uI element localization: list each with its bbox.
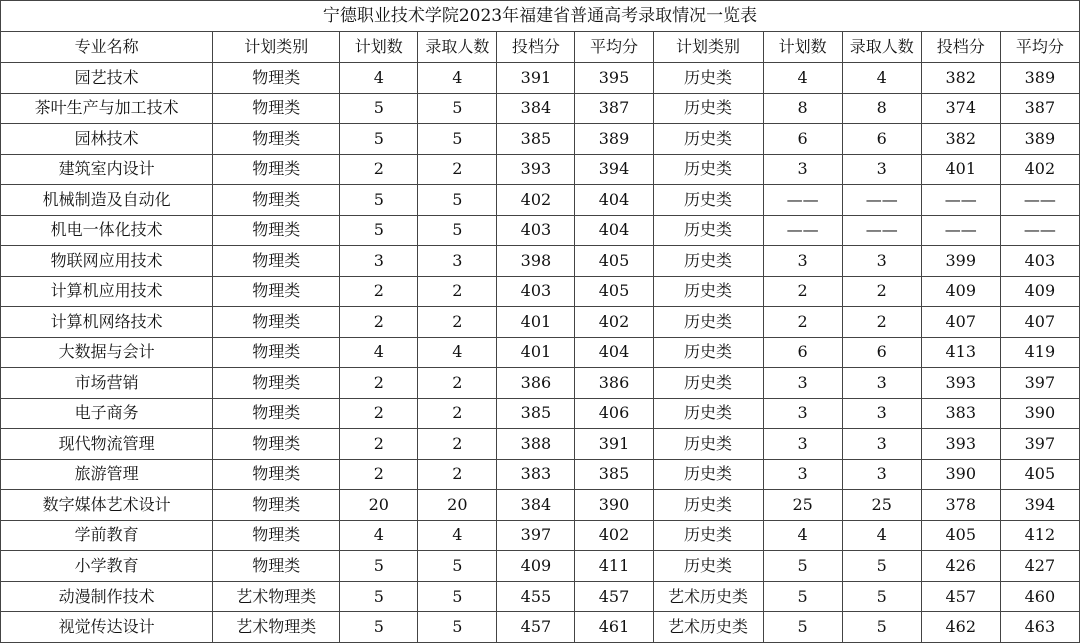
major-name-header: 专业名称 — [1, 32, 213, 63]
average-score-cell-2: 397 — [1000, 368, 1079, 399]
admitted-count-cell: 2 — [418, 368, 497, 399]
plan-category-cell: 物理类 — [213, 307, 340, 338]
admitted-count-cell-2: 4 — [842, 63, 921, 94]
table-row — [1, 307, 1080, 338]
plan-count-cell: 4 — [340, 520, 418, 551]
plan-count-cell-2: 5 — [763, 581, 842, 612]
plan-category-cell-2: 历史类 — [653, 93, 763, 124]
plan-category-cell: 艺术物理类 — [213, 612, 340, 643]
cutoff-score-cell-2: 393 — [921, 429, 1000, 460]
average-score-cell: 405 — [575, 276, 653, 307]
admitted-count-cell: 2 — [418, 276, 497, 307]
average-score-cell-2: —— — [1000, 185, 1079, 216]
plan-category-cell-2: 历史类 — [653, 215, 763, 246]
plan-category-cell: 物理类 — [213, 398, 340, 429]
plan-category-cell: 物理类 — [213, 246, 340, 277]
cutoff-score-cell: 397 — [497, 520, 575, 551]
table-row — [1, 276, 1080, 307]
admitted-count-cell-2: 5 — [842, 551, 921, 582]
plan-category-cell: 物理类 — [213, 459, 340, 490]
cutoff-score-cell-2: 405 — [921, 520, 1000, 551]
plan-count-cell-2: 3 — [763, 429, 842, 460]
admitted-count-cell-2: 3 — [842, 246, 921, 277]
table-row — [1, 398, 1080, 429]
average-score-cell: 387 — [575, 93, 653, 124]
plan-category-cell: 物理类 — [213, 185, 340, 216]
plan-count-cell-2: 25 — [763, 490, 842, 521]
average-score-cell: 389 — [575, 124, 653, 155]
cutoff-score-cell-2: 399 — [921, 246, 1000, 277]
average-score-cell-2: 394 — [1000, 490, 1079, 521]
admitted-count-cell: 5 — [418, 93, 497, 124]
average-score-cell: 385 — [575, 459, 653, 490]
average-score-cell: 411 — [575, 551, 653, 582]
plan-count-cell-2: 5 — [763, 551, 842, 582]
average-score-cell: 457 — [575, 581, 653, 612]
plan-category-cell: 物理类 — [213, 337, 340, 368]
major-name-cell: 动漫制作技术 — [1, 581, 213, 612]
plan-count-cell: 5 — [340, 551, 418, 582]
cutoff-score-cell: 384 — [497, 490, 575, 521]
admitted-count-cell: 5 — [418, 612, 497, 643]
major-name-cell: 现代物流管理 — [1, 429, 213, 460]
plan-count-cell: 5 — [340, 185, 418, 216]
average-score-cell-2: 463 — [1000, 612, 1079, 643]
average-score-cell-2: —— — [1000, 215, 1079, 246]
major-name-cell: 市场营销 — [1, 368, 213, 399]
table-row — [1, 185, 1080, 216]
cutoff-score-cell: 403 — [497, 276, 575, 307]
average-score-cell: 404 — [575, 215, 653, 246]
plan-category-header-2: 计划类别 — [653, 32, 763, 63]
table-row — [1, 612, 1080, 643]
average-score-cell: 404 — [575, 337, 653, 368]
admitted-count-cell: 5 — [418, 581, 497, 612]
major-name-cell: 小学教育 — [1, 551, 213, 582]
cutoff-score-cell-2: 457 — [921, 581, 1000, 612]
plan-category-cell: 物理类 — [213, 124, 340, 155]
admitted-count-cell-2: 5 — [842, 612, 921, 643]
header-row — [1, 32, 1080, 63]
average-score-cell-2: 409 — [1000, 276, 1079, 307]
cutoff-score-cell-2: 407 — [921, 307, 1000, 338]
admitted-count-header: 录取人数 — [418, 32, 497, 63]
cutoff-score-cell-2: 374 — [921, 93, 1000, 124]
average-score-cell: 395 — [575, 63, 653, 94]
plan-count-cell: 2 — [340, 398, 418, 429]
table-title: 宁德职业技术学院2023年福建省普通高考录取情况一览表 — [1, 1, 1080, 32]
plan-count-header: 计划数 — [340, 32, 418, 63]
plan-count-cell-2: 8 — [763, 93, 842, 124]
average-score-cell: 402 — [575, 520, 653, 551]
average-score-cell-2: 403 — [1000, 246, 1079, 277]
admitted-count-cell: 5 — [418, 185, 497, 216]
cutoff-score-cell-2: 426 — [921, 551, 1000, 582]
admitted-count-cell: 2 — [418, 398, 497, 429]
average-score-cell: 391 — [575, 429, 653, 460]
admitted-count-cell-2: 3 — [842, 368, 921, 399]
plan-category-cell-2: 历史类 — [653, 520, 763, 551]
average-score-header-2: 平均分 — [1000, 32, 1079, 63]
cutoff-score-cell-2: 383 — [921, 398, 1000, 429]
table-row — [1, 124, 1080, 155]
admitted-count-cell: 2 — [418, 459, 497, 490]
average-score-cell-2: 389 — [1000, 124, 1079, 155]
average-score-cell-2: 387 — [1000, 93, 1079, 124]
plan-count-cell: 2 — [340, 307, 418, 338]
average-score-cell: 402 — [575, 307, 653, 338]
admitted-count-cell-2: 2 — [842, 276, 921, 307]
admitted-count-cell: 3 — [418, 246, 497, 277]
plan-count-cell: 20 — [340, 490, 418, 521]
average-score-cell-2: 405 — [1000, 459, 1079, 490]
table-body — [1, 63, 1080, 643]
average-score-cell-2: 390 — [1000, 398, 1079, 429]
admitted-count-cell-2: 2 — [842, 307, 921, 338]
plan-category-cell-2: 历史类 — [653, 337, 763, 368]
plan-count-cell-2: 3 — [763, 368, 842, 399]
plan-category-cell-2: 历史类 — [653, 368, 763, 399]
table-row — [1, 246, 1080, 277]
table-row — [1, 551, 1080, 582]
average-score-cell: 394 — [575, 154, 653, 185]
admitted-count-cell-2: 6 — [842, 337, 921, 368]
plan-category-cell-2: 历史类 — [653, 276, 763, 307]
table-row — [1, 520, 1080, 551]
cutoff-score-cell: 455 — [497, 581, 575, 612]
cutoff-score-cell: 398 — [497, 246, 575, 277]
admitted-count-cell: 2 — [418, 307, 497, 338]
plan-count-cell: 5 — [340, 215, 418, 246]
admitted-count-cell-2: 6 — [842, 124, 921, 155]
admitted-count-header-2: 录取人数 — [842, 32, 921, 63]
cutoff-score-cell-2: 409 — [921, 276, 1000, 307]
major-name-cell: 机械制造及自动化 — [1, 185, 213, 216]
average-score-cell-2: 412 — [1000, 520, 1079, 551]
plan-count-cell-2: 2 — [763, 276, 842, 307]
admitted-count-cell: 20 — [418, 490, 497, 521]
table-row — [1, 490, 1080, 521]
plan-category-cell: 物理类 — [213, 276, 340, 307]
table-row — [1, 368, 1080, 399]
admitted-count-cell-2: 3 — [842, 398, 921, 429]
plan-count-cell-2: 3 — [763, 459, 842, 490]
cutoff-score-cell-2: —— — [921, 215, 1000, 246]
plan-category-cell-2: 历史类 — [653, 307, 763, 338]
average-score-cell-2: 402 — [1000, 154, 1079, 185]
cutoff-score-header: 投档分 — [497, 32, 575, 63]
plan-count-cell-2: 4 — [763, 520, 842, 551]
cutoff-score-cell: 388 — [497, 429, 575, 460]
plan-category-cell: 物理类 — [213, 63, 340, 94]
plan-count-cell: 4 — [340, 337, 418, 368]
cutoff-score-cell: 403 — [497, 215, 575, 246]
plan-count-cell-2: 6 — [763, 124, 842, 155]
major-name-cell: 机电一体化技术 — [1, 215, 213, 246]
plan-count-cell: 2 — [340, 429, 418, 460]
major-name-cell: 计算机应用技术 — [1, 276, 213, 307]
cutoff-score-cell: 391 — [497, 63, 575, 94]
admitted-count-cell: 5 — [418, 124, 497, 155]
admitted-count-cell: 4 — [418, 63, 497, 94]
plan-category-cell-2: 历史类 — [653, 154, 763, 185]
admitted-count-cell-2: 3 — [842, 459, 921, 490]
admitted-count-cell: 4 — [418, 337, 497, 368]
table-row — [1, 154, 1080, 185]
plan-count-cell-2: 3 — [763, 398, 842, 429]
admitted-count-cell-2: 25 — [842, 490, 921, 521]
plan-category-cell: 物理类 — [213, 215, 340, 246]
major-name-cell: 计算机网络技术 — [1, 307, 213, 338]
plan-category-cell-2: 历史类 — [653, 398, 763, 429]
cutoff-score-cell: 401 — [497, 337, 575, 368]
plan-category-cell-2: 艺术历史类 — [653, 612, 763, 643]
cutoff-score-cell-2: 413 — [921, 337, 1000, 368]
major-name-cell: 茶叶生产与加工技术 — [1, 93, 213, 124]
admitted-count-cell: 2 — [418, 154, 497, 185]
plan-count-cell-2: 5 — [763, 612, 842, 643]
plan-category-cell-2: 历史类 — [653, 63, 763, 94]
admitted-count-cell: 5 — [418, 551, 497, 582]
major-name-cell: 视觉传达设计 — [1, 612, 213, 643]
major-name-cell: 学前教育 — [1, 520, 213, 551]
plan-count-cell-2: 2 — [763, 307, 842, 338]
table-row — [1, 337, 1080, 368]
plan-count-cell: 4 — [340, 63, 418, 94]
average-score-cell-2: 427 — [1000, 551, 1079, 582]
plan-category-cell-2: 历史类 — [653, 246, 763, 277]
major-name-cell: 物联网应用技术 — [1, 246, 213, 277]
plan-category-cell-2: 历史类 — [653, 185, 763, 216]
table-row — [1, 93, 1080, 124]
cutoff-score-cell: 383 — [497, 459, 575, 490]
major-name-cell: 电子商务 — [1, 398, 213, 429]
average-score-cell-2: 407 — [1000, 307, 1079, 338]
plan-count-cell-2: —— — [763, 185, 842, 216]
average-score-cell-2: 460 — [1000, 581, 1079, 612]
average-score-cell: 386 — [575, 368, 653, 399]
plan-category-header: 计划类别 — [213, 32, 340, 63]
plan-count-cell: 5 — [340, 612, 418, 643]
average-score-cell-2: 419 — [1000, 337, 1079, 368]
plan-count-cell: 2 — [340, 459, 418, 490]
plan-count-cell: 2 — [340, 368, 418, 399]
admitted-count-cell: 4 — [418, 520, 497, 551]
plan-count-cell: 2 — [340, 276, 418, 307]
admitted-count-cell-2: 5 — [842, 581, 921, 612]
plan-category-cell-2: 历史类 — [653, 124, 763, 155]
cutoff-score-cell-2: 390 — [921, 459, 1000, 490]
plan-count-cell: 3 — [340, 246, 418, 277]
cutoff-score-cell-2: —— — [921, 185, 1000, 216]
plan-category-cell-2: 历史类 — [653, 459, 763, 490]
cutoff-score-cell-2: 462 — [921, 612, 1000, 643]
admitted-count-cell: 5 — [418, 215, 497, 246]
plan-category-cell: 物理类 — [213, 368, 340, 399]
plan-count-cell: 5 — [340, 93, 418, 124]
plan-category-cell: 物理类 — [213, 520, 340, 551]
plan-count-header-2: 计划数 — [763, 32, 842, 63]
average-score-cell: 404 — [575, 185, 653, 216]
cutoff-score-cell-2: 378 — [921, 490, 1000, 521]
major-name-cell: 园林技术 — [1, 124, 213, 155]
title-row — [1, 1, 1080, 32]
admitted-count-cell-2: —— — [842, 185, 921, 216]
average-score-cell: 406 — [575, 398, 653, 429]
cutoff-score-cell: 385 — [497, 124, 575, 155]
cutoff-score-cell-2: 401 — [921, 154, 1000, 185]
admitted-count-cell-2: 3 — [842, 154, 921, 185]
major-name-cell: 大数据与会计 — [1, 337, 213, 368]
plan-count-cell-2: 3 — [763, 246, 842, 277]
cutoff-score-cell: 384 — [497, 93, 575, 124]
table-row — [1, 581, 1080, 612]
major-name-cell: 数字媒体艺术设计 — [1, 490, 213, 521]
admitted-count-cell-2: 8 — [842, 93, 921, 124]
plan-count-cell-2: 6 — [763, 337, 842, 368]
plan-category-cell: 物理类 — [213, 429, 340, 460]
average-score-cell-2: 389 — [1000, 63, 1079, 94]
plan-count-cell-2: —— — [763, 215, 842, 246]
average-score-cell: 390 — [575, 490, 653, 521]
plan-count-cell: 5 — [340, 124, 418, 155]
plan-category-cell-2: 历史类 — [653, 429, 763, 460]
cutoff-score-cell-2: 393 — [921, 368, 1000, 399]
admitted-count-cell: 2 — [418, 429, 497, 460]
plan-category-cell: 艺术物理类 — [213, 581, 340, 612]
cutoff-score-cell: 386 — [497, 368, 575, 399]
plan-count-cell-2: 4 — [763, 63, 842, 94]
major-name-cell: 旅游管理 — [1, 459, 213, 490]
plan-category-cell-2: 艺术历史类 — [653, 581, 763, 612]
cutoff-score-cell: 457 — [497, 612, 575, 643]
cutoff-score-cell-2: 382 — [921, 63, 1000, 94]
table-row — [1, 215, 1080, 246]
plan-category-cell: 物理类 — [213, 154, 340, 185]
average-score-cell: 461 — [575, 612, 653, 643]
admitted-count-cell-2: 3 — [842, 429, 921, 460]
plan-category-cell: 物理类 — [213, 490, 340, 521]
plan-count-cell: 5 — [340, 581, 418, 612]
plan-count-cell: 2 — [340, 154, 418, 185]
average-score-cell-2: 397 — [1000, 429, 1079, 460]
cutoff-score-cell-2: 382 — [921, 124, 1000, 155]
cutoff-score-cell: 409 — [497, 551, 575, 582]
plan-category-cell-2: 历史类 — [653, 490, 763, 521]
plan-category-cell-2: 历史类 — [653, 551, 763, 582]
cutoff-score-cell: 393 — [497, 154, 575, 185]
cutoff-score-header-2: 投档分 — [921, 32, 1000, 63]
table-row — [1, 429, 1080, 460]
cutoff-score-cell: 385 — [497, 398, 575, 429]
plan-category-cell: 物理类 — [213, 551, 340, 582]
plan-category-cell: 物理类 — [213, 93, 340, 124]
cutoff-score-cell: 402 — [497, 185, 575, 216]
plan-count-cell-2: 3 — [763, 154, 842, 185]
cutoff-score-cell: 401 — [497, 307, 575, 338]
admitted-count-cell-2: —— — [842, 215, 921, 246]
table-row — [1, 63, 1080, 94]
major-name-cell: 园艺技术 — [1, 63, 213, 94]
table-row — [1, 459, 1080, 490]
average-score-cell: 405 — [575, 246, 653, 277]
average-score-header: 平均分 — [575, 32, 653, 63]
admitted-count-cell-2: 4 — [842, 520, 921, 551]
major-name-cell: 建筑室内设计 — [1, 154, 213, 185]
